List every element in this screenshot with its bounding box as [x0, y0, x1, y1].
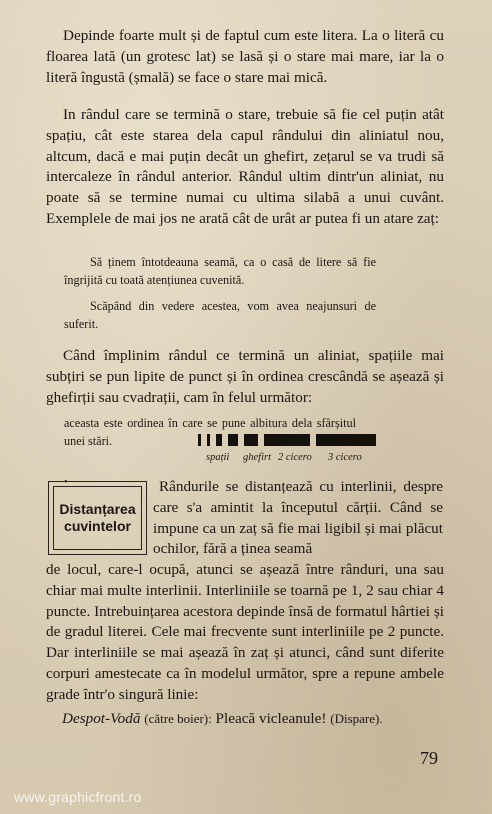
- example-text-2: Scăpând din vedere acestea, vom avea neajunsuri de suferit.: [64, 299, 376, 331]
- spacing-bar: [316, 434, 376, 446]
- caption-spatii: spații: [206, 452, 230, 463]
- paragraph-5: de locul, care-l ocupă, atunci se așează între rânduri, una sau chiar mai multe interlinii. Interliniile se toarnă pe 1, 2 sau chiar 4 puncte. Intrebuințarea acestora depinde însă de formatul hârtiei și de gradul literei. Cele mai frecvente sunt interliniile pe 2 puncte. Dar interliniile se mai așează în zaț și atunci, când sunt diferite corpuri amestecate ca în modelul următor, spre a repune ambele grade într'o singură linie:: [46, 561, 444, 703]
- dialog-stage-direction: (Dispare).: [330, 711, 383, 726]
- spacing-bar: [198, 434, 201, 446]
- paragraph-1: Depinde foarte mult și de faptul cum este litera. La o literă cu floarea lată (un grotesc lat) se lasă și o stare mai mare, iar la o literă îngustă (șmală) se face o stare mai mică.: [46, 27, 444, 86]
- spacing-bar: [244, 434, 258, 446]
- dialog-direction: (către boier):: [144, 711, 212, 726]
- spacing-sample-bars: [198, 434, 376, 446]
- spacing-bar: [264, 434, 310, 446]
- side-heading-box: [48, 481, 147, 555]
- bullet-mark: •: [64, 477, 68, 488]
- caption-3-cicero: 3 cicero: [328, 452, 362, 463]
- spacing-bar: [207, 434, 210, 446]
- paragraph-3: Când împlinim rândul ce termină un aliniat, spațiile mai subțiri se pun lipite de punct și în ordinea crescândă se așează și ghefirții sau cvadrații, cam în felul următor:: [46, 347, 444, 406]
- example-text-3: aceasta este ordinea în care se pune albitura dela sfârșitul unei stări.: [64, 416, 356, 448]
- example-text-1: Să ținem întotdeauna seamă, ca o casă de litere să fie îngrijită cu toată atențiunea cuvenită.: [64, 255, 376, 287]
- caption-2-cicero: 2 cicero: [278, 452, 312, 463]
- paragraph-2: In rândul care se termină o stare, trebuie să fie cel puțin atât spațiu, cât este starea dela capul rândului din aliniatul nou, altcum, dacă e mai puțin decât un ghefirt, zețarul se va trudi să intercaleze în rândul anterior. Rândul ultim dintr'un aliniat, nu poate să se termine numai cu ultima silabă a unui cuvânt. Exemplele de mai jos ne arată cât de urât ar putea fi un atare zaț:: [46, 106, 444, 227]
- side-heading: Distanțarea cuvintelor: [59, 501, 136, 534]
- page-number: 79: [420, 748, 438, 768]
- side-heading-frame: [53, 486, 142, 550]
- dialog-speaker: Despot-Vodă: [62, 710, 141, 727]
- dialog-text: Pleacă vicleanule!: [215, 710, 327, 727]
- dialog-line: [62, 710, 383, 728]
- watermark-url: www.graphicfront.ro: [14, 789, 142, 805]
- paragraph-4: Rândurile se distanțează cu interlinii, despre care s'a amintit la începutul cărții. Când se impune ca un zaț să fie mai ligibil și mai plăcut ochilor, fără a ținea seamă: [153, 478, 443, 558]
- spacing-bar: [228, 434, 238, 446]
- spacing-bar: [216, 434, 222, 446]
- caption-ghefirt: ghefirt: [243, 452, 271, 463]
